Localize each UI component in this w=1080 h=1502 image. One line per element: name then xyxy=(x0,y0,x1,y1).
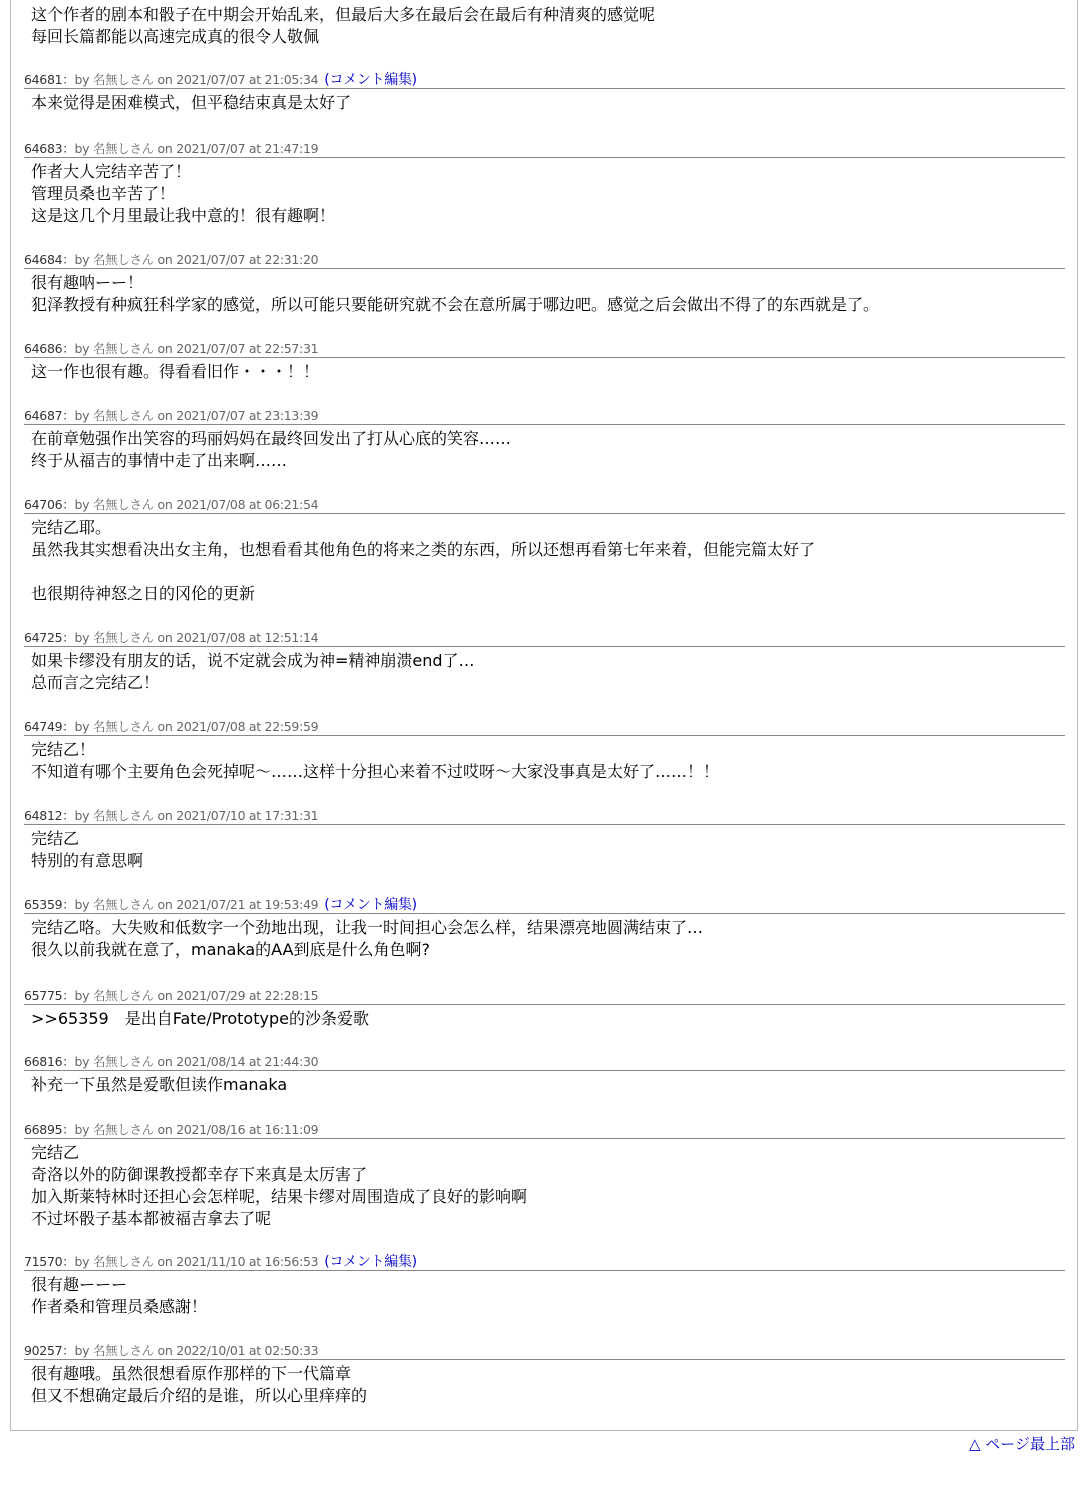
page-top-link[interactable]: △ ページ最上部 xyxy=(968,1435,1075,1453)
comment-number: 66895： xyxy=(24,1122,75,1137)
comment-number: 90257： xyxy=(24,1343,75,1358)
comment-item xyxy=(24,1253,1065,1318)
comment-item xyxy=(24,251,1065,316)
comment-body: 很有趣哦。虽然很想看原作那样的下一代篇章 但又不想确定最后介绍的是谁，所以心里痒痒的 xyxy=(31,1364,368,1405)
comment-body: 作者大人完结辛苦了！ 管理员桑也辛苦了！ 这是这几个月里最让我中意的！很有趣啊！ xyxy=(31,162,336,225)
comment-meta: by 名無しさん on 2021/07/08 at 06:21:54 xyxy=(74,497,319,512)
comment-item xyxy=(24,718,1065,783)
comment-edit-link[interactable]: (コメント編集) xyxy=(324,72,417,88)
comment-header xyxy=(24,718,1065,736)
comment-body: 完结乙 奇洛以外的防御课教授都幸存下来真是太厉害了 加入斯莱特林时还担心会怎样呢，结果卡缪对周围造成了良好的影响啊 不过坏骰子基本都被福吉拿去了呢 xyxy=(31,1143,528,1228)
comment-body: 本来觉得是困难模式，但平稳结束真是太好了 xyxy=(31,93,352,112)
comment-meta: by 名無しさん on 2021/07/21 at 19:53:49 xyxy=(74,897,319,912)
comment-item xyxy=(24,987,1065,1030)
comment-body: >>65359 是出自Fate/Prototype的沙条爱歌 xyxy=(31,1009,369,1028)
comment-meta: by 名無しさん on 2021/07/07 at 21:47:19 xyxy=(74,141,319,156)
comment-body-partial: 这个作者的剧本和骰子在中期会开始乱来，但最后大多在最后会在最后有种清爽的感觉呢 每回长篇都能以高速完成真的很令人敬佩 xyxy=(31,5,656,46)
comment-meta: by 名無しさん on 2021/07/29 at 22:28:15 xyxy=(74,988,319,1003)
comment-meta: by 名無しさん on 2021/07/07 at 22:31:20 xyxy=(74,252,319,267)
comment-header xyxy=(24,71,1065,89)
comment-item xyxy=(24,896,1065,961)
comment-item xyxy=(24,629,1065,694)
comment-number: 66816： xyxy=(24,1054,75,1069)
comment-number: 64812： xyxy=(24,808,75,823)
comment-meta: by 名無しさん on 2021/07/07 at 23:13:39 xyxy=(74,408,319,423)
comment-body: 完结乙！ 不知道有哪个主要角色会死掉呢～……这样十分担心来着不过哎呀～大家没事真是太好了……！！ xyxy=(31,740,720,781)
comment-number: 64686： xyxy=(24,341,75,356)
comment-header xyxy=(24,340,1065,358)
comment-number: 71570： xyxy=(24,1254,75,1269)
comment-header xyxy=(24,1053,1065,1071)
comment-header xyxy=(24,896,1065,914)
comment-number: 64681： xyxy=(24,72,75,87)
comment-number: 65359： xyxy=(24,897,75,912)
comment-body: 补充一下虽然是爱歌但读作manaka xyxy=(31,1075,288,1094)
comment-edit-link[interactable]: (コメント編集) xyxy=(324,1254,417,1270)
comment-number: 64683： xyxy=(24,141,75,156)
comment-meta: by 名無しさん on 2022/10/01 at 02:50:33 xyxy=(74,1343,319,1358)
comment-item xyxy=(24,1121,1065,1230)
comment-number: 64725： xyxy=(24,630,75,645)
comment-item xyxy=(24,1053,1065,1096)
comment-number: 64687： xyxy=(24,408,75,423)
comment-number: 65775： xyxy=(24,988,75,1003)
comment-item xyxy=(24,407,1065,472)
comment-body: 完结乙咯。大失败和低数字一个劲地出现，让我一时间担心会怎么样，结果漂亮地圆满结束了… 很久以前我就在意了，manaka的AA到底是什么角色啊? xyxy=(31,918,704,959)
comment-body: 很有趣呐ーー！ 犯泽教授有种疯狂科学家的感觉，所以可能只要能研究就不会在意所属于哪边吧。感觉之后会做出不得了的东西就是了。 xyxy=(31,273,880,314)
comment-meta: by 名無しさん on 2021/08/16 at 16:11:09 xyxy=(74,1122,319,1137)
comment-header xyxy=(24,807,1065,825)
comment-header xyxy=(24,496,1065,514)
comment-meta: by 名無しさん on 2021/07/08 at 12:51:14 xyxy=(74,630,319,645)
comment-item xyxy=(24,496,1065,605)
comment-body: 很有趣ーーー 作者桑和管理员桑感謝！ xyxy=(31,1275,208,1316)
comment-body: 完结乙耶。 虽然我其实想看决出女主角，也想看看其他角色的将来之类的东西，所以还想再看第七年来着，但能完篇太好了 也很期待神怒之日的冈伦的更新 xyxy=(31,518,816,603)
comment-body: 这一作也很有趣。得看看旧作・・・！！ xyxy=(31,362,320,381)
comment-header xyxy=(24,629,1065,647)
comment-meta: by 名無しさん on 2021/07/07 at 21:05:34 xyxy=(74,72,319,87)
comment-number: 64684： xyxy=(24,252,75,267)
comment-item xyxy=(24,807,1065,872)
comment-item xyxy=(24,1342,1065,1407)
comment-item xyxy=(24,71,1065,114)
comment-meta: by 名無しさん on 2021/07/08 at 22:59:59 xyxy=(74,719,319,734)
comment-header xyxy=(24,1253,1065,1271)
comment-item xyxy=(24,340,1065,383)
comment-number: 64706： xyxy=(24,497,75,512)
comment-edit-link[interactable]: (コメント編集) xyxy=(324,897,417,913)
comment-body: 完结乙 特别的有意思啊 xyxy=(31,829,144,870)
comment-header xyxy=(24,251,1065,269)
comment-number: 64749： xyxy=(24,719,75,734)
comment-meta: by 名無しさん on 2021/08/14 at 21:44:30 xyxy=(74,1054,319,1069)
comment-header xyxy=(24,407,1065,425)
comment-meta: by 名無しさん on 2021/11/10 at 16:56:53 xyxy=(74,1254,319,1269)
comment-body: 在前章勉强作出笑容的玛丽妈妈在最终回发出了打从心底的笑容…… 终于从福吉的事情中走了出来啊…… xyxy=(31,429,512,470)
comment-body: 如果卡缪没有朋友的话，说不定就会成为神=精神崩溃end了… 总而言之完结乙！ xyxy=(31,651,475,692)
comment-header xyxy=(24,1121,1065,1139)
comment-header xyxy=(24,1342,1065,1360)
comment-item xyxy=(24,140,1065,227)
comment-meta: by 名無しさん on 2021/07/07 at 22:57:31 xyxy=(74,341,319,356)
comment-header xyxy=(24,987,1065,1005)
comment-meta: by 名無しさん on 2021/07/10 at 17:31:31 xyxy=(74,808,319,823)
comment-header xyxy=(24,140,1065,158)
